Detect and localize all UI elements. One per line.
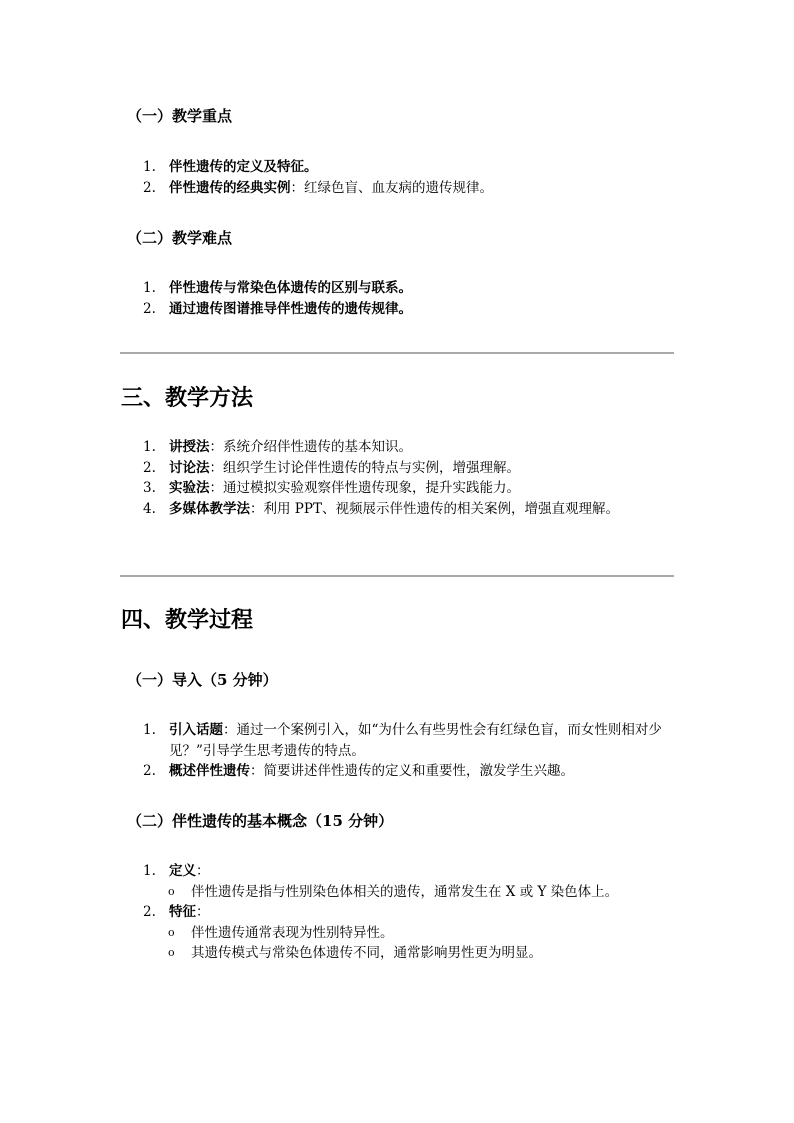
list-item-label: 特征 [169, 904, 196, 920]
sub-list-container [143, 882, 671, 903]
list-item-text: 伴性遗传的定义及特征。 [169, 159, 318, 175]
list-item [143, 720, 671, 761]
teaching-methods-title: 三、教学方法 [121, 385, 254, 411]
list-item [143, 861, 671, 882]
list-item-label: 多媒体教学法 [169, 500, 250, 517]
difficulties-heading: （二）教学难点 [127, 229, 233, 247]
list-number: 4. [143, 500, 156, 517]
sub-list-item-text: 其遗传模式与常染色体遗传不同，通常影响男性更为明显。 [191, 945, 542, 961]
list-number: 1. [143, 280, 156, 296]
key-points-list [143, 157, 671, 198]
concept-heading: （二）伴性遗传的基本概念（15 分钟） [127, 812, 394, 830]
list-item-separator: ： [196, 863, 210, 879]
sub-list-item-text: 伴性遗传通常表现为性别特异性。 [191, 924, 394, 941]
list-item-label: 伴性遗传的经典实例 [169, 179, 291, 196]
list-item-text: 通过遗传图谱推导伴性遗传的遗传规律。 [169, 300, 412, 317]
list-item-label: 定义 [169, 863, 196, 879]
sub-list-item-text: 伴性遗传是指与性别染色体相关的遗传，通常发生在 X 或 Y 染色体上。 [191, 883, 619, 900]
list-item-label: 引入话题 [169, 722, 223, 738]
list-item-label: 实验法 [169, 480, 210, 496]
list-item [143, 157, 671, 178]
list-item [143, 902, 671, 923]
list-item-separator: ： [290, 179, 304, 196]
section-divider [120, 575, 674, 577]
concept-list [143, 861, 671, 964]
list-item-separator: ： [250, 763, 264, 779]
list-item-text: 伴性遗传与常染色体遗传的区别与联系。 [169, 280, 412, 296]
list-item-separator: ： [196, 904, 210, 920]
list-number: 1. [143, 159, 156, 175]
list-item [143, 458, 671, 479]
list-item-text: 通过一个案例引入，如“为什么有些男性会有红绿色盲，而女性则相对少见？”引导学生思考遗传的特点。 [169, 722, 662, 759]
hollow-bullet-icon: o [168, 925, 175, 939]
list-item-separator: ： [250, 500, 264, 517]
features-sub-list [143, 923, 671, 964]
list-item-text: 系统介绍伴性遗传的基本知识。 [223, 439, 412, 455]
list-item-separator: ： [209, 439, 223, 455]
list-number: 3. [143, 480, 156, 496]
sub-list-item [143, 923, 671, 944]
list-item-text: 简要讲述伴性遗传的定义和重要性，激发学生兴趣。 [263, 763, 574, 779]
key-points-heading: （一）教学重点 [127, 107, 233, 125]
sub-list-item [143, 943, 671, 964]
list-number: 2. [143, 763, 156, 779]
list-item [143, 761, 671, 782]
list-number: 2. [143, 300, 156, 317]
sub-list-container [143, 923, 671, 964]
intro-heading: （一）导入（5 分钟） [127, 671, 278, 689]
list-item-text: 组织学生讨论伴性遗传的特点与实例，增强理解。 [223, 459, 520, 476]
list-item-label: 讨论法 [169, 459, 210, 476]
teaching-process-title: 四、教学过程 [121, 607, 254, 633]
list-number: 1. [143, 439, 156, 455]
hollow-bullet-icon: o [168, 884, 175, 898]
list-item-separator: ： [209, 480, 223, 496]
hollow-bullet-icon: o [168, 946, 175, 959]
list-item-separator: ： [209, 459, 223, 476]
teaching-methods-list [143, 437, 671, 519]
list-item-text: 红绿色盲、血友病的遗传规律。 [304, 179, 493, 196]
list-item-label: 概述伴性遗传 [169, 763, 250, 779]
list-item-text: 利用 PPT、视频展示伴性遗传的相关案例，增强直观理解。 [263, 500, 619, 517]
list-number: 2. [143, 459, 156, 476]
definition-sub-list [143, 882, 671, 903]
list-item [143, 299, 671, 320]
list-item [143, 437, 671, 458]
list-number: 1. [143, 863, 156, 879]
list-number: 2. [143, 904, 156, 920]
list-number: 1. [143, 722, 156, 738]
list-item [143, 499, 671, 520]
difficulties-list [143, 278, 671, 319]
list-item [143, 178, 671, 199]
section-divider [120, 352, 674, 354]
sub-list-item [143, 882, 671, 903]
list-item [143, 478, 671, 499]
list-item-separator: ： [223, 722, 237, 738]
list-item [143, 278, 671, 299]
list-item-text: 通过模拟实验观察伴性遗传现象，提升实践能力。 [223, 480, 520, 496]
list-number: 2. [143, 179, 156, 196]
intro-list [143, 720, 671, 782]
list-item-label: 讲授法 [169, 439, 210, 455]
